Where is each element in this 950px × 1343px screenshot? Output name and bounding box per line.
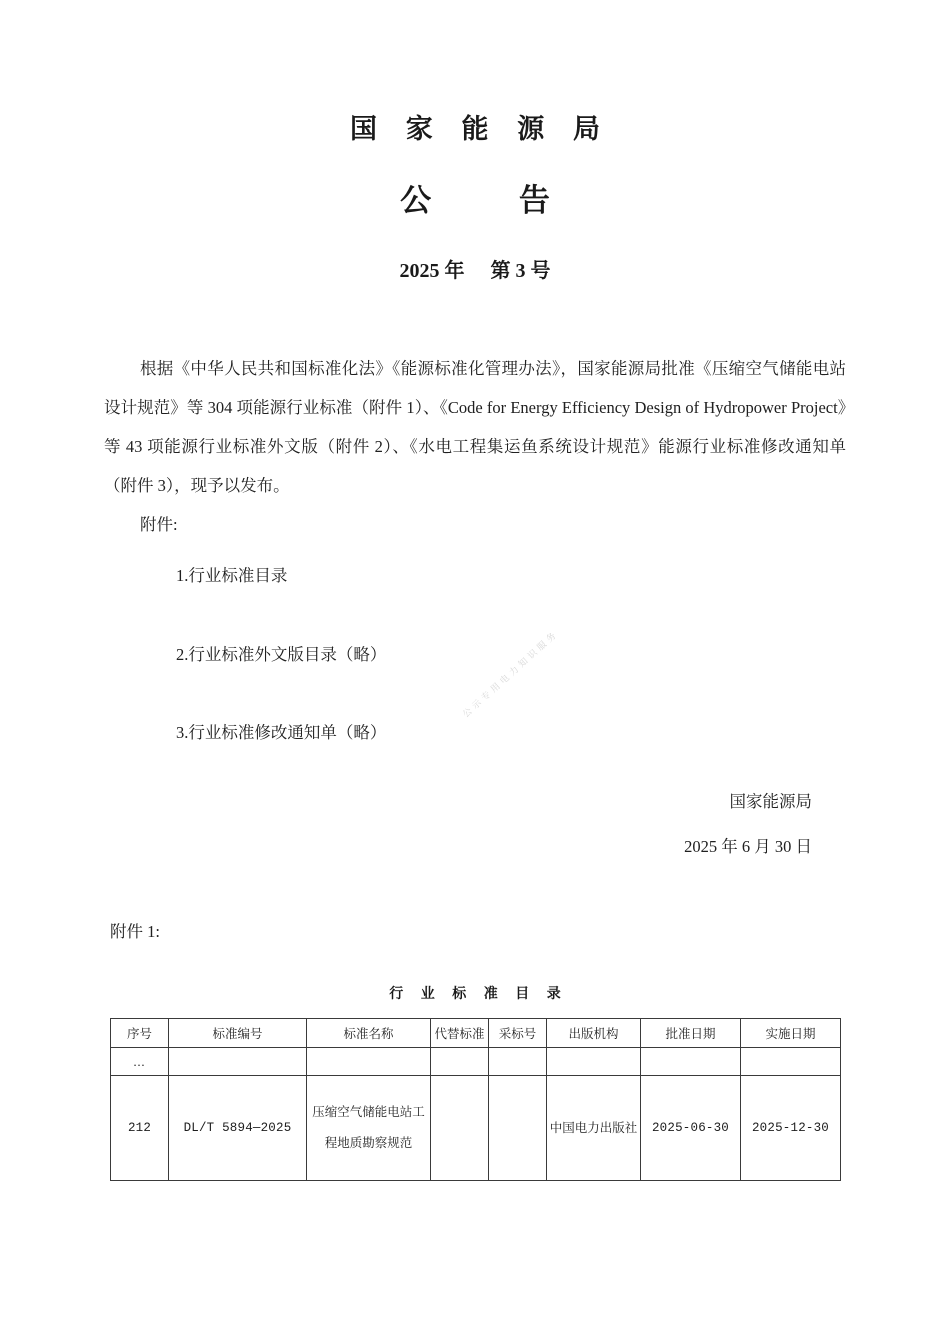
cell-approved: 2025-06-30 — [641, 1076, 741, 1181]
cell-effective: 2025-12-30 — [741, 1076, 841, 1181]
column-header-approved: 批准日期 — [641, 1019, 741, 1048]
document-number-line — [0, 261, 950, 281]
table-row — [111, 1048, 841, 1076]
attachments-label: 附件: — [140, 515, 178, 534]
cell-replaces — [431, 1076, 489, 1181]
cell-adopt — [489, 1048, 547, 1076]
cell-seq: … — [111, 1048, 169, 1076]
body-content — [104, 349, 846, 742]
issuing-organization-title: 国 家 能 源 局 — [350, 114, 611, 144]
list-item: 2.行业标准外文版目录（略） — [176, 644, 387, 664]
list-item: 3.行业标准修改通知单（略） — [176, 723, 387, 742]
column-header-code: 标准编号 — [169, 1019, 307, 1048]
main-paragraph: 根据《中华人民共和国标准化法》《能源标准化管理办法》，国家能源局批准《压缩空气储能电站设计规范》等 304 项能源行业标准（附件 1）、《Code for Energy Efficiency Design of Hydropower Project》等 43 项能源行业标准外文版（附件 2）、《水电工程集运鱼系统设计规范》能源行业标准修改通知单（附件 3），现予以发布。 — [104, 359, 846, 495]
column-header-name: 标准名称 — [307, 1019, 431, 1048]
column-header-publisher: 出版机构 — [547, 1019, 641, 1048]
cell-approved — [641, 1048, 741, 1076]
cell-effective — [741, 1048, 841, 1076]
cell-code — [169, 1048, 307, 1076]
cell-seq: 212 — [111, 1076, 169, 1181]
page-watermark: 公 示 专 用 电 力 知 识 服 务 — [460, 630, 559, 720]
standards-table — [110, 1018, 841, 1181]
column-header-adopt: 采标号 — [489, 1019, 547, 1048]
column-header-seq: 序号 — [111, 1019, 169, 1048]
list-item: 1.行业标准目录 — [176, 566, 288, 585]
document-year: 2025 年 — [399, 260, 465, 282]
column-header-replaces: 代替标准 — [431, 1019, 489, 1048]
signature-date: 2025 年 6 月 30 日 — [684, 837, 812, 856]
cell-publisher: 中国电力出版社 — [547, 1076, 641, 1181]
attachment-one-label: 附件 1: — [110, 921, 160, 941]
attachment-list — [104, 568, 846, 742]
masthead — [0, 0, 950, 281]
table-header-row — [111, 1019, 841, 1048]
cell-name: 压缩空气储能电站工程地质勘察规范 — [307, 1076, 431, 1181]
cell-code: DL/T 5894—2025 — [169, 1076, 307, 1181]
cell-adopt — [489, 1076, 547, 1181]
signature-organization: 国家能源局 — [729, 791, 812, 811]
cell-publisher — [547, 1048, 641, 1076]
cell-name — [307, 1048, 431, 1076]
standards-table-wrapper — [110, 1018, 840, 1181]
document-kind-title: 公 告 — [400, 183, 590, 218]
table-caption: 行 业 标 准 目 录 — [389, 987, 568, 1002]
cell-replaces — [431, 1048, 489, 1076]
document-serial: 第 3 号 — [490, 260, 551, 282]
column-header-effective: 实施日期 — [741, 1019, 841, 1048]
table-row — [111, 1076, 841, 1181]
signature-block — [104, 791, 846, 856]
